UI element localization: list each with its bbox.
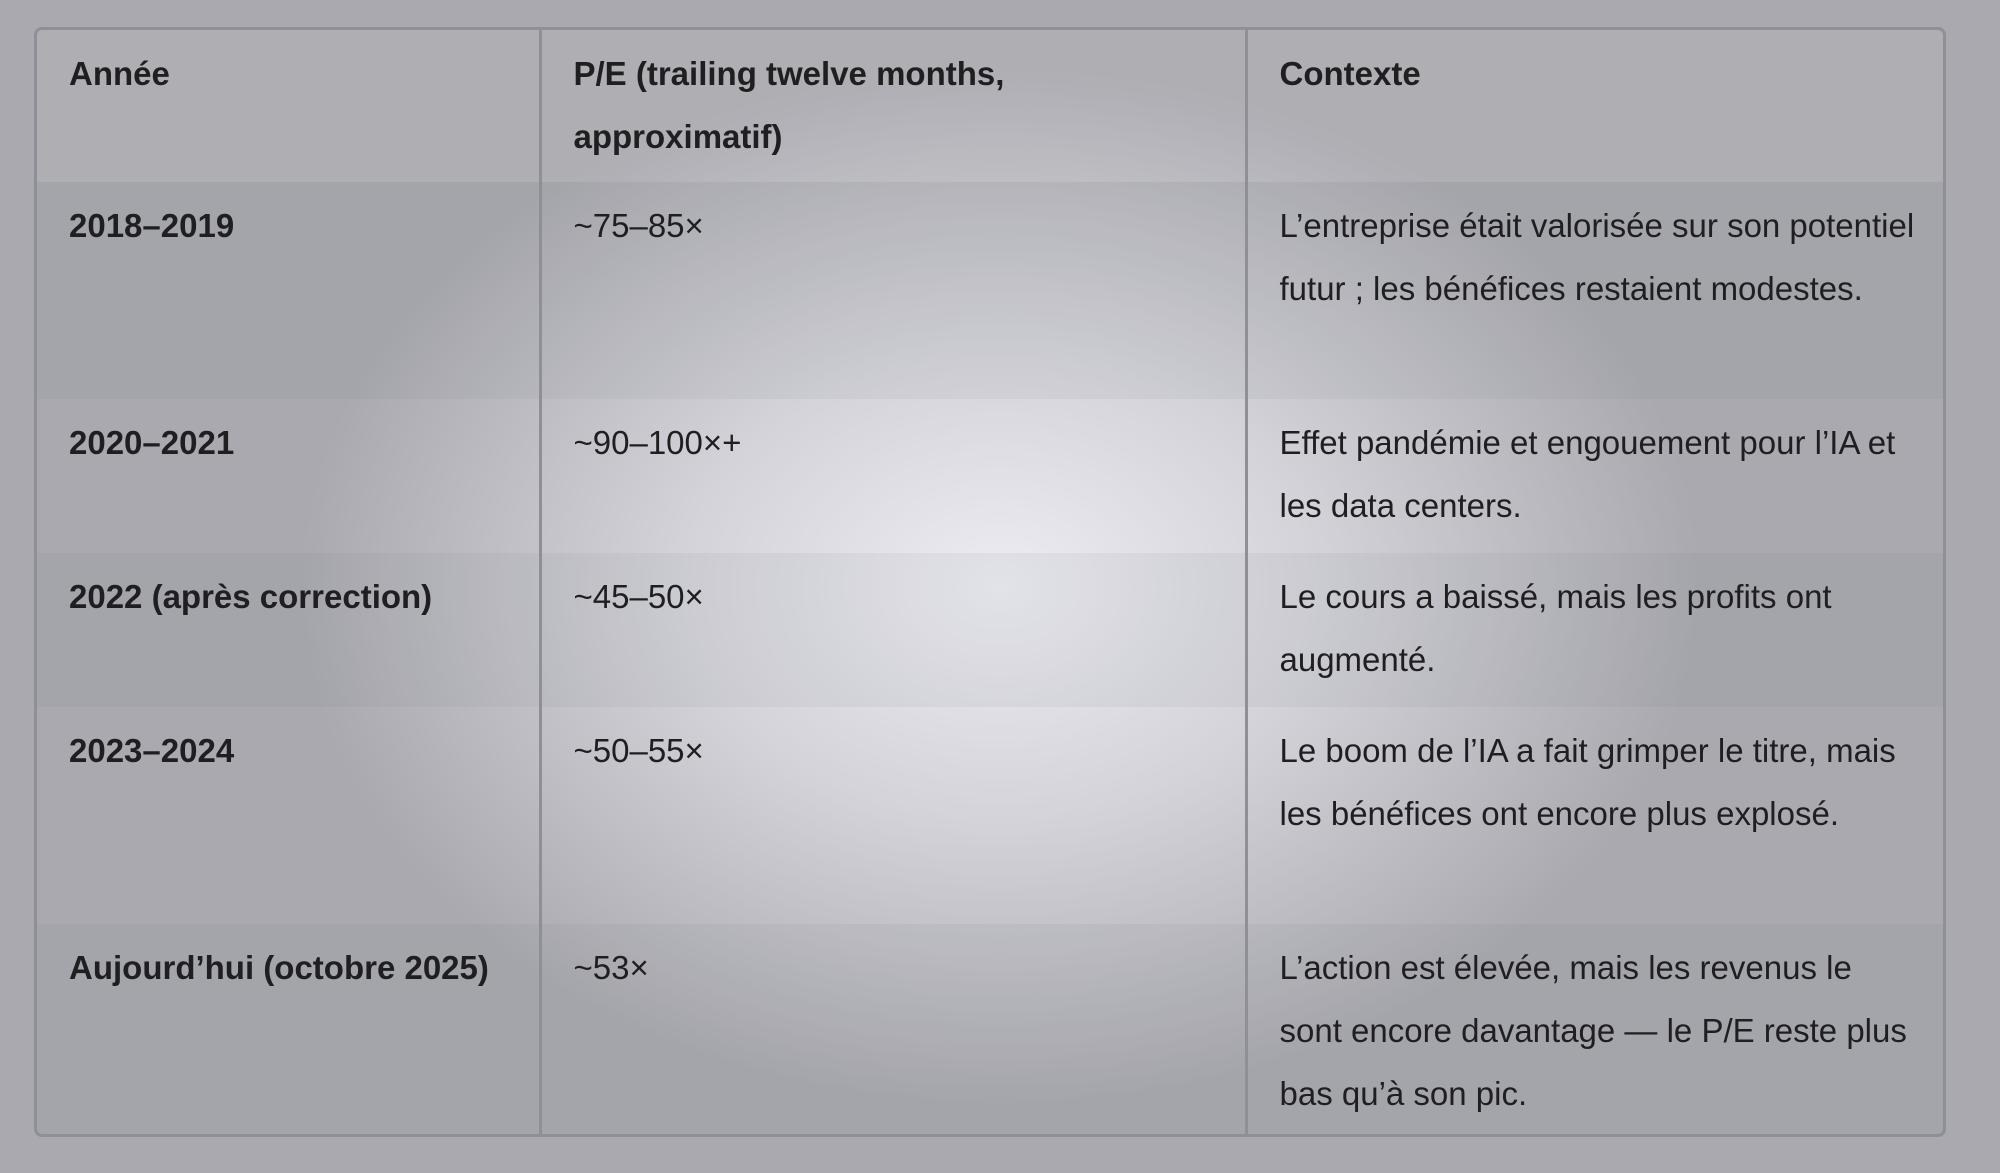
table-row	[37, 399, 1946, 553]
year-cell: 2022 (après correction)	[37, 553, 540, 707]
pe-cell: ~90–100×+	[540, 399, 1246, 553]
year-cell: 2018–2019	[37, 182, 540, 399]
pe-cell: ~75–85×	[540, 182, 1246, 399]
pe-history-table	[37, 30, 1946, 1137]
table-row	[37, 553, 1946, 707]
table-header-row	[37, 30, 1946, 182]
table-row	[37, 707, 1946, 924]
context-cell: Effet pandémie et engouement pour l’IA et les data centers.	[1246, 399, 1946, 553]
table-row	[37, 924, 1946, 1137]
header-pe: P/E (trailing twelve months, approximatif)	[540, 30, 1246, 182]
context-cell: L’entreprise était valorisée sur son potentiel futur ; les bénéfices restaient modestes.	[1246, 182, 1946, 399]
pe-table-container	[34, 27, 1946, 1137]
year-cell: Aujourd’hui (octobre 2025)	[37, 924, 540, 1137]
header-year: Année	[37, 30, 540, 182]
context-cell: L’action est élevée, mais les revenus le sont encore davantage — le P/E reste plus bas qu’à son pic.	[1246, 924, 1946, 1137]
context-cell: Le boom de l’IA a fait grimper le titre, mais les bénéfices ont encore plus explosé.	[1246, 707, 1946, 924]
header-context: Contexte	[1246, 30, 1946, 182]
pe-cell: ~53×	[540, 924, 1246, 1137]
context-cell: Le cours a baissé, mais les profits ont augmenté.	[1246, 553, 1946, 707]
pe-cell: ~45–50×	[540, 553, 1246, 707]
table-row	[37, 182, 1946, 399]
year-cell: 2020–2021	[69, 424, 235, 461]
pe-cell: ~50–55×	[540, 707, 1246, 924]
year-cell: 2023–2024	[69, 732, 235, 769]
